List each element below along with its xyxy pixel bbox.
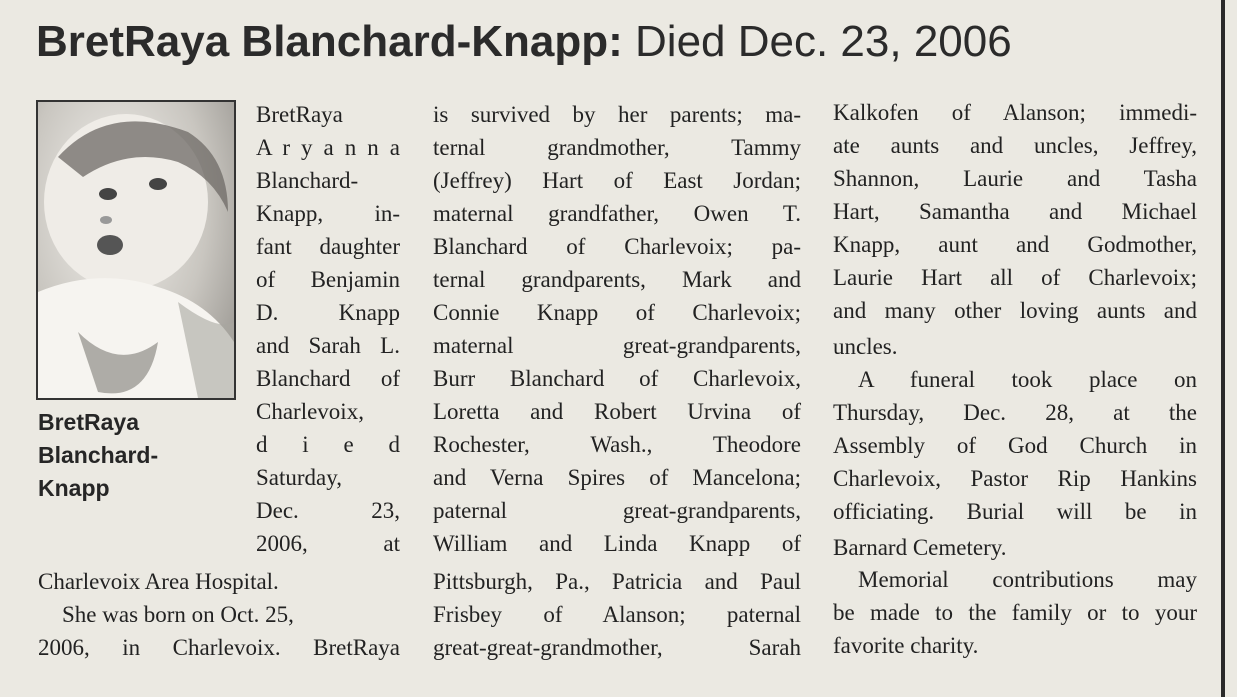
body-line: Loretta and Robert Urvina of	[433, 399, 801, 424]
body-line: favorite charity.	[833, 633, 979, 658]
body-line: Saturday,	[256, 465, 343, 490]
obituary-headline	[36, 14, 1186, 70]
body-line: of Benjamin	[256, 267, 400, 292]
body-line: She was born on Oct. 25,	[62, 602, 294, 627]
body-line: maternal grandfather, Owen T.	[433, 201, 801, 226]
body-line: BretRaya	[256, 102, 343, 127]
body-line: 2006, in Charlevoix. BretRaya	[38, 635, 400, 660]
body-line: A funeral took place on	[858, 367, 1197, 392]
body-line: Shannon, Laurie and Tasha	[833, 166, 1197, 191]
body-line: Kalkofen of Alanson; immedi-	[833, 100, 1197, 125]
body-line: ternal grandmother, Tammy	[433, 135, 801, 160]
body-line: and Verna Spires of Mancelona;	[433, 465, 801, 490]
body-line: maternal great-grandparents,	[433, 333, 801, 358]
body-line: d i e d	[256, 432, 400, 457]
body-line: D. Knapp	[256, 300, 400, 325]
headline-death-date: Died Dec. 23, 2006	[635, 17, 1012, 66]
body-line: Laurie Hart all of Charlevoix;	[833, 265, 1197, 290]
body-line: and Sarah L.	[256, 333, 400, 358]
caption-line: Blanchard-	[38, 442, 159, 468]
body-line: Pittsburgh, Pa., Patricia and Paul	[433, 569, 801, 594]
body-line: Blanchard-	[256, 168, 359, 193]
body-line: (Jeffrey) Hart of East Jordan;	[433, 168, 801, 193]
column-rule	[1221, 0, 1225, 697]
caption-line: Knapp	[38, 475, 110, 501]
body-line: Frisbey of Alanson; paternal	[433, 602, 801, 627]
body-line: and many other loving aunts and	[833, 298, 1197, 323]
body-line: Thursday, Dec. 28, at the	[833, 400, 1197, 425]
body-line: Connie Knapp of Charlevoix;	[433, 300, 801, 325]
body-line: Charlevoix, Pastor Rip Hankins	[833, 466, 1197, 491]
body-line: is survived by her parents; ma-	[433, 102, 801, 127]
body-line: be made to the family or to your	[833, 600, 1197, 625]
body-line: Knapp, aunt and Godmother,	[833, 232, 1197, 257]
body-line: Burr Blanchard of Charlevoix,	[433, 366, 801, 391]
body-line: Charlevoix Area Hospital.	[38, 569, 279, 594]
body-line: Blanchard of	[256, 366, 400, 391]
body-line: Blanchard of Charlevoix; pa-	[433, 234, 801, 259]
headline-name: BretRaya Blanchard-Knapp:	[36, 17, 623, 66]
body-line: uncles.	[833, 334, 898, 359]
infant-portrait-illustration	[38, 102, 234, 398]
body-line: Dec. 23,	[256, 498, 400, 523]
body-line: fant daughter	[256, 234, 400, 259]
body-line: William and Linda Knapp of	[433, 531, 801, 556]
body-line: Rochester, Wash., Theodore	[433, 432, 801, 457]
body-line: Barnard Cemetery.	[833, 535, 1007, 560]
body-line: A r y a n n a	[256, 135, 400, 160]
body-line: 2006, at	[256, 531, 400, 556]
infant-photo	[36, 100, 236, 400]
body-line: Charlevoix,	[256, 399, 364, 424]
body-line: Memorial contributions may	[858, 567, 1197, 592]
body-line: Hart, Samantha and Michael	[833, 199, 1197, 224]
body-line: ternal grandparents, Mark and	[433, 267, 801, 292]
body-line: ate aunts and uncles, Jeffrey,	[833, 133, 1197, 158]
photo-caption	[38, 406, 238, 505]
body-line: great-great-grandmother, Sarah	[433, 635, 801, 660]
body-line: Assembly of God Church in	[833, 433, 1197, 458]
caption-line: BretRaya	[38, 409, 139, 435]
body-line: officiating. Burial will be in	[833, 499, 1197, 524]
body-line: paternal great-grandparents,	[433, 498, 801, 523]
body-line: Knapp, in-	[256, 201, 400, 226]
